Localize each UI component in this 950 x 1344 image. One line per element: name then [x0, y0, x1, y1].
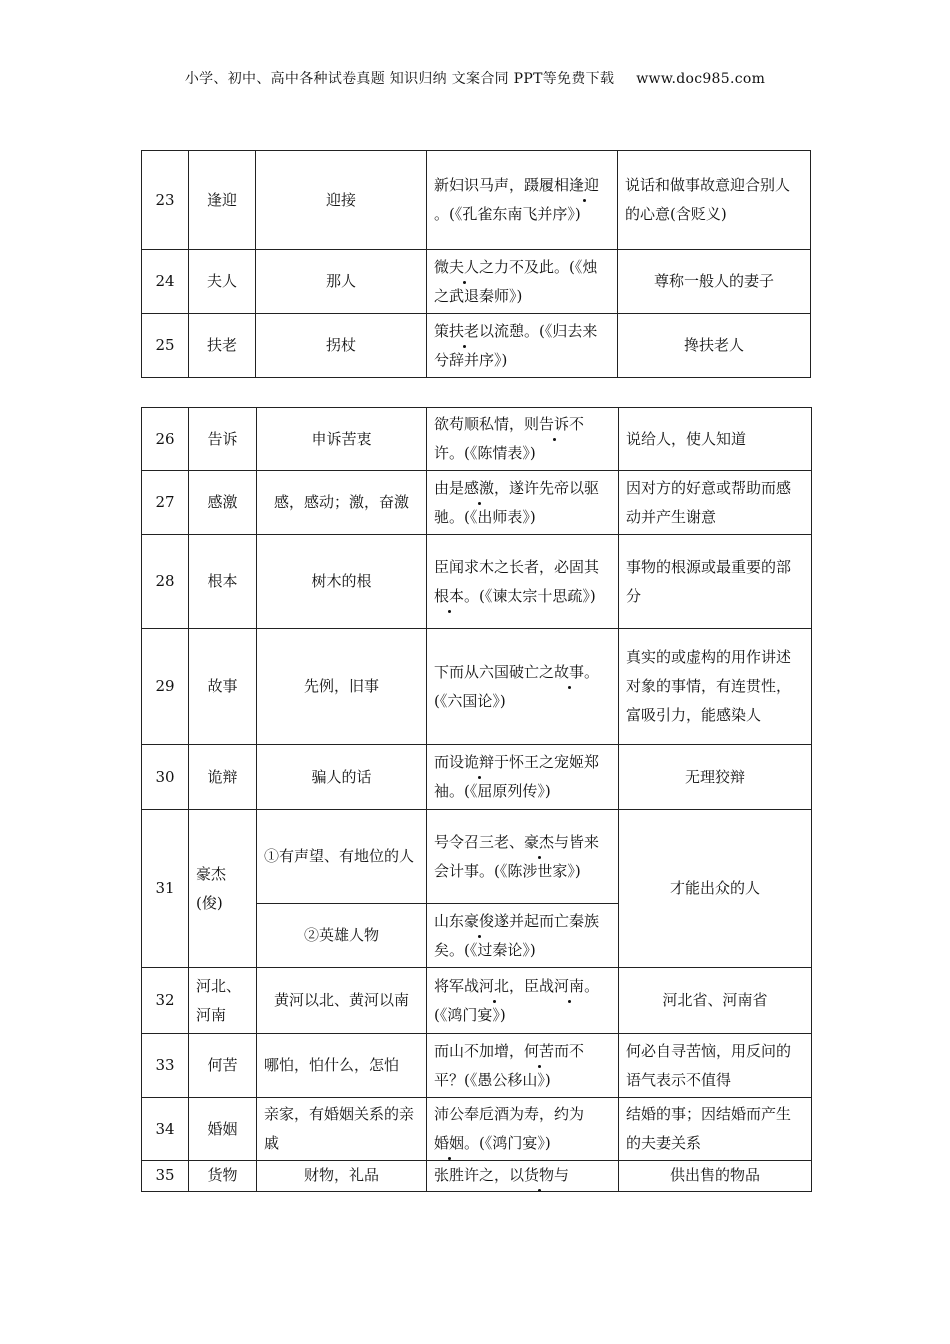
word-cell: 感激	[189, 471, 257, 535]
word-cell: 故事	[189, 629, 257, 745]
word-cell: 货物	[189, 1161, 257, 1192]
word-cell: 夫人	[189, 250, 256, 314]
example-cell: 山东豪俊遂并起而亡秦族矣。(《过秦论》)	[427, 904, 619, 968]
table-row	[142, 1098, 812, 1161]
emphasis-dotted: 夫人	[449, 253, 479, 282]
example-cell: 而山不加增，何苦而不平？(《愚公移山》)	[427, 1034, 619, 1098]
modern-meaning-cell: 因对方的好意或帮助而感动并产生谢意	[619, 471, 812, 535]
ancient-meaning-cell: 申诉苦衷	[257, 408, 427, 471]
table-row	[142, 471, 812, 535]
example-cell: 微夫人之力不及此。(《烛之武退秦师》)	[427, 250, 618, 314]
emphasis-dotted: 河南	[554, 972, 584, 1001]
row-number: 26	[142, 408, 189, 471]
example-cell: 号令召三老、豪杰与皆来会计事。(《陈涉世家》)	[427, 810, 619, 904]
ancient-meaning-cell: 哪怕，怕什么，怎怕	[257, 1034, 427, 1098]
row-number: 30	[142, 745, 189, 810]
modern-meaning-cell: 事物的根源或最重要的部分	[619, 535, 812, 629]
emphasis-dotted: 婚姻	[434, 1129, 464, 1158]
emphasis-dotted: 豪俊	[464, 907, 494, 936]
modern-meaning-cell: 搀扶老人	[618, 314, 811, 378]
row-number: 33	[142, 1034, 189, 1098]
ancient-meaning-cell: 财物，礼品	[257, 1161, 427, 1192]
table-row	[142, 408, 812, 471]
header-text: 小学、初中、高中各种试卷真题 知识归纳 文案合同 PPT等免费下载	[184, 71, 615, 87]
word-cell: 逢迎	[189, 151, 256, 250]
modern-meaning-cell: 河北省、河南省	[619, 968, 812, 1034]
word-cell: 何苦	[189, 1034, 257, 1098]
header-site[interactable]: www.doc985.com	[636, 71, 766, 87]
ancient-meaning-cell: ②英雄人物	[257, 904, 427, 968]
modern-meaning-cell: 说话和做事故意迎合别人的心意(含贬义)	[618, 151, 811, 250]
word-cell: 诡辩	[189, 745, 257, 810]
example-cell: 将军战河北，臣战河南。(《鸿门宴》)	[427, 968, 619, 1034]
row-number: 32	[142, 968, 189, 1034]
table-row	[142, 535, 812, 629]
table-row	[142, 810, 812, 904]
word-cell: 根本	[189, 535, 257, 629]
row-number: 27	[142, 471, 189, 535]
emphasis-dotted: 感激	[464, 474, 494, 503]
table-row	[142, 151, 811, 250]
example-cell: 臣闻求木之长者，必固其根本。(《谏太宗十思疏》)	[427, 535, 619, 629]
ancient-meaning-cell: ①有声望、有地位的人	[257, 810, 427, 904]
word-cell: 豪杰(俊)	[189, 810, 257, 968]
table-row	[142, 745, 812, 810]
ancient-meaning-cell: 迎接	[256, 151, 427, 250]
table-row	[142, 1034, 812, 1098]
example-cell: 下而从六国破亡之故事。(《六国论》)	[427, 629, 619, 745]
ancient-meaning-cell: 那人	[256, 250, 427, 314]
page-header	[0, 68, 950, 88]
example-cell: 沛公奉卮酒为寿，约为婚姻。(《鸿门宴》)	[427, 1098, 619, 1161]
word-cell: 河北、河南	[189, 968, 257, 1034]
emphasis-dotted: 河北	[479, 972, 509, 1001]
emphasis-dotted: 诡辩	[464, 748, 494, 777]
ancient-meaning-cell: 骗人的话	[257, 745, 427, 810]
row-number: 28	[142, 535, 189, 629]
modern-meaning-cell: 才能出众的人	[619, 810, 812, 968]
example-cell: 而设诡辩于怀王之宠姬郑袖。(《屈原列传》)	[427, 745, 619, 810]
modern-meaning-cell: 何必自寻苦恼，用反问的语气表示不值得	[619, 1034, 812, 1098]
table-row	[142, 1161, 812, 1192]
row-number: 29	[142, 629, 189, 745]
row-number: 31	[142, 810, 189, 968]
table-row	[142, 968, 812, 1034]
table-row	[142, 629, 812, 745]
row-number: 23	[142, 151, 189, 250]
modern-meaning-cell: 供出售的物品	[619, 1161, 812, 1192]
row-number: 25	[142, 314, 189, 378]
example-cell: 新妇识马声，蹑履相逢迎。(《孔雀东南飞并序》)	[427, 151, 618, 250]
example-cell: 策扶老以流憩。(《归去来兮辞并序》)	[427, 314, 618, 378]
modern-meaning-cell: 真实的或虚构的用作讲述对象的事情，有连贯性，富吸引力，能感染人	[619, 629, 812, 745]
word-cell: 扶老	[189, 314, 256, 378]
modern-meaning-cell: 说给人，使人知道	[619, 408, 812, 471]
ancient-meaning-cell: 树木的根	[257, 535, 427, 629]
ancient-meaning-cell: 黄河以北、黄河以南	[257, 968, 427, 1034]
modern-meaning-cell: 无理狡辩	[619, 745, 812, 810]
vocab-table-1	[141, 150, 811, 378]
emphasis-dotted: 扶老	[449, 317, 479, 346]
ancient-meaning-cell: 拐杖	[256, 314, 427, 378]
row-number: 24	[142, 250, 189, 314]
word-cell: 告诉	[189, 408, 257, 471]
row-number: 34	[142, 1098, 189, 1161]
table-row	[142, 314, 811, 378]
example-cell: 由是感激，遂许先帝以驱驰。(《出师表》)	[427, 471, 619, 535]
emphasis-dotted: 何苦	[524, 1037, 554, 1066]
emphasis-dotted: 告诉	[539, 410, 569, 439]
emphasis-dotted: 根本	[434, 582, 464, 611]
emphasis-dotted: 豪杰	[524, 828, 554, 857]
emphasis-dotted: 货物	[524, 1161, 554, 1190]
example-cell: 欲苟顺私情，则告诉不许。(《陈情表》)	[427, 408, 619, 471]
table-row	[142, 250, 811, 314]
vocab-table-2	[141, 407, 812, 1192]
modern-meaning-cell: 结婚的事；因结婚而产生的夫妻关系	[619, 1098, 812, 1161]
emphasis-dotted: 故事	[554, 658, 584, 687]
modern-meaning-cell: 尊称一般人的妻子	[618, 250, 811, 314]
ancient-meaning-cell: 感，感动；激，奋激	[257, 471, 427, 535]
example-cell: 张胜许之，以货物与	[427, 1161, 619, 1192]
word-cell: 婚姻	[189, 1098, 257, 1161]
ancient-meaning-cell: 亲家，有婚姻关系的亲戚	[257, 1098, 427, 1161]
emphasis-dotted: 逢迎	[569, 171, 599, 200]
ancient-meaning-cell: 先例，旧事	[257, 629, 427, 745]
row-number: 35	[142, 1161, 189, 1192]
